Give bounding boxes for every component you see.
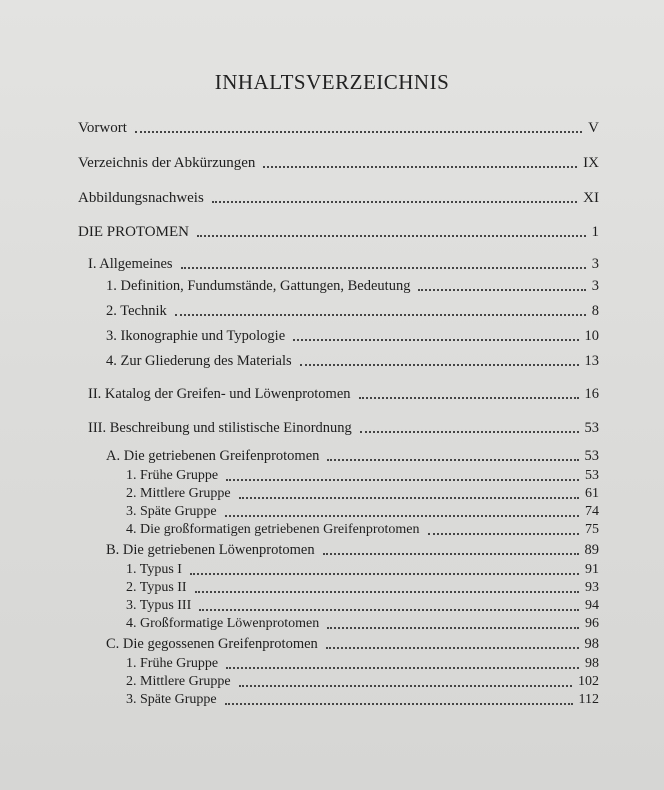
toc-label: III. Beschreibung und stilistische Einordnung [88, 420, 352, 436]
page-title: INHALTSVERZEICHNIS [214, 70, 450, 94]
toc-label: 4. Zur Gliederung des Materials [106, 353, 292, 369]
toc-entry-definition [106, 274, 599, 294]
toc-entry-c-spaete [126, 688, 599, 708]
toc-page-number: 13 [584, 353, 599, 369]
toc-page-number: 53 [584, 420, 599, 436]
toc-page-number: V [588, 120, 599, 136]
toc-entry-allgemeines [88, 252, 599, 272]
toc-entry-abbildungsnachweis [78, 186, 599, 206]
toc-label: DIE PROTOMEN [78, 224, 189, 240]
toc-entry-typus-3 [126, 594, 599, 614]
toc-label: 2. Mittlere Gruppe [126, 486, 231, 501]
toc-entry-gliederung [106, 349, 599, 369]
toc-label: 3. Späte Gruppe [126, 504, 217, 519]
dot-leader [360, 431, 579, 433]
toc-label: 2. Technik [106, 303, 167, 319]
dot-leader [359, 397, 579, 399]
toc-page-number: 3 [591, 278, 599, 294]
toc-label: II. Katalog der Greifen- und Löwenprotomen [88, 386, 351, 402]
dot-leader [428, 533, 579, 535]
toc-entry-c-fruehe [126, 652, 599, 672]
toc-entry-beschreibung [88, 416, 599, 436]
toc-page-number: 112 [578, 692, 599, 707]
dot-leader [197, 235, 586, 237]
toc-label: 1. Typus I [126, 562, 182, 577]
dot-leader [190, 573, 579, 575]
toc-label: Vorwort [78, 120, 127, 136]
toc-label: 1. Definition, Fundumstände, Gattungen, Bedeutung [106, 278, 411, 294]
toc-page-number: 91 [585, 562, 599, 577]
toc-page-number: 10 [584, 328, 599, 344]
toc-entry-gegossene-greifen [106, 632, 599, 652]
toc-entry-abkuerzungen [78, 151, 599, 171]
toc-label: 4. Großformatige Löwenprotomen [126, 616, 320, 631]
toc-label: 1. Frühe Gruppe [126, 468, 219, 483]
toc-label: C. Die gegossenen Greifenprotomen [106, 636, 318, 652]
toc-label: 3. Typus III [126, 598, 192, 613]
toc-entry-ikonographie [106, 324, 599, 344]
toc-label: Abbildungsnachweis [78, 190, 204, 206]
toc-page-number: 98 [584, 636, 599, 652]
dot-leader [226, 479, 579, 481]
toc-entry-getriebene-greifen [106, 444, 599, 464]
toc-page-number: 53 [584, 448, 599, 464]
dot-leader [135, 131, 582, 133]
dot-leader [323, 553, 579, 555]
toc-label: I. Allgemeines [88, 256, 173, 272]
toc-page-number: 74 [585, 504, 599, 519]
dot-leader [263, 166, 577, 168]
dot-leader [225, 703, 573, 705]
toc-label: Verzeichnis der Abkürzungen [78, 155, 256, 171]
dot-leader [326, 647, 579, 649]
toc-page-number: 1 [591, 224, 599, 240]
toc-entry-typus-2 [126, 576, 599, 596]
dot-leader [195, 591, 579, 593]
toc-page-number: 102 [578, 674, 599, 689]
toc-label: 3. Ikonographie und Typologie [106, 328, 286, 344]
dot-leader [239, 685, 572, 687]
toc-page-number: 94 [585, 598, 599, 613]
toc-entry-c-mittlere [126, 670, 599, 690]
dot-leader [226, 667, 579, 669]
toc-entry-b-grossformatig [126, 612, 599, 632]
toc-page-number: 75 [585, 522, 599, 537]
toc-page-number: 98 [585, 656, 599, 671]
dot-leader [225, 515, 579, 517]
toc-label: B. Die getriebenen Löwenprotomen [106, 542, 315, 558]
dot-leader [181, 267, 586, 269]
toc-label: 2. Typus II [126, 580, 187, 595]
toc-entry-typus-1 [126, 558, 599, 578]
toc-label: 4. Die großformatigen getriebenen Greifenprotomen [126, 522, 420, 537]
toc-page-number: 93 [585, 580, 599, 595]
dot-leader [239, 497, 579, 499]
toc-page-number: 53 [585, 468, 599, 483]
toc-entry-a-mittlere [126, 482, 599, 502]
toc-page-number: 8 [591, 303, 599, 319]
toc-label: A. Die getriebenen Greifenprotomen [106, 448, 320, 464]
toc-page-number: 16 [584, 386, 599, 402]
dot-leader [300, 364, 579, 366]
toc-page-number: XI [583, 190, 599, 206]
dot-leader [418, 289, 585, 291]
dot-leader [327, 459, 578, 461]
dot-leader [199, 609, 579, 611]
dot-leader [212, 201, 577, 203]
toc-label: 3. Späte Gruppe [126, 692, 217, 707]
toc-page-number: 96 [585, 616, 599, 631]
toc-entry-getriebene-loewen [106, 538, 599, 558]
toc-entry-a-spaete [126, 500, 599, 520]
toc-page-number: 61 [585, 486, 599, 501]
toc-label: 1. Frühe Gruppe [126, 656, 219, 671]
toc-label: 2. Mittlere Gruppe [126, 674, 231, 689]
toc-entry-a-fruehe [126, 464, 599, 484]
toc-entry-die-protomen [78, 220, 599, 240]
toc-entry-katalog [88, 382, 599, 402]
toc-entry-vorwort [78, 116, 599, 136]
toc-entry-technik [106, 299, 599, 319]
dot-leader [175, 314, 586, 316]
dot-leader [293, 339, 578, 341]
toc-page-number: IX [583, 155, 599, 171]
dot-leader [327, 627, 579, 629]
toc-page-number: 89 [584, 542, 599, 558]
toc-page-number: 3 [591, 256, 599, 272]
toc-entry-a-grossformatig [126, 518, 599, 538]
